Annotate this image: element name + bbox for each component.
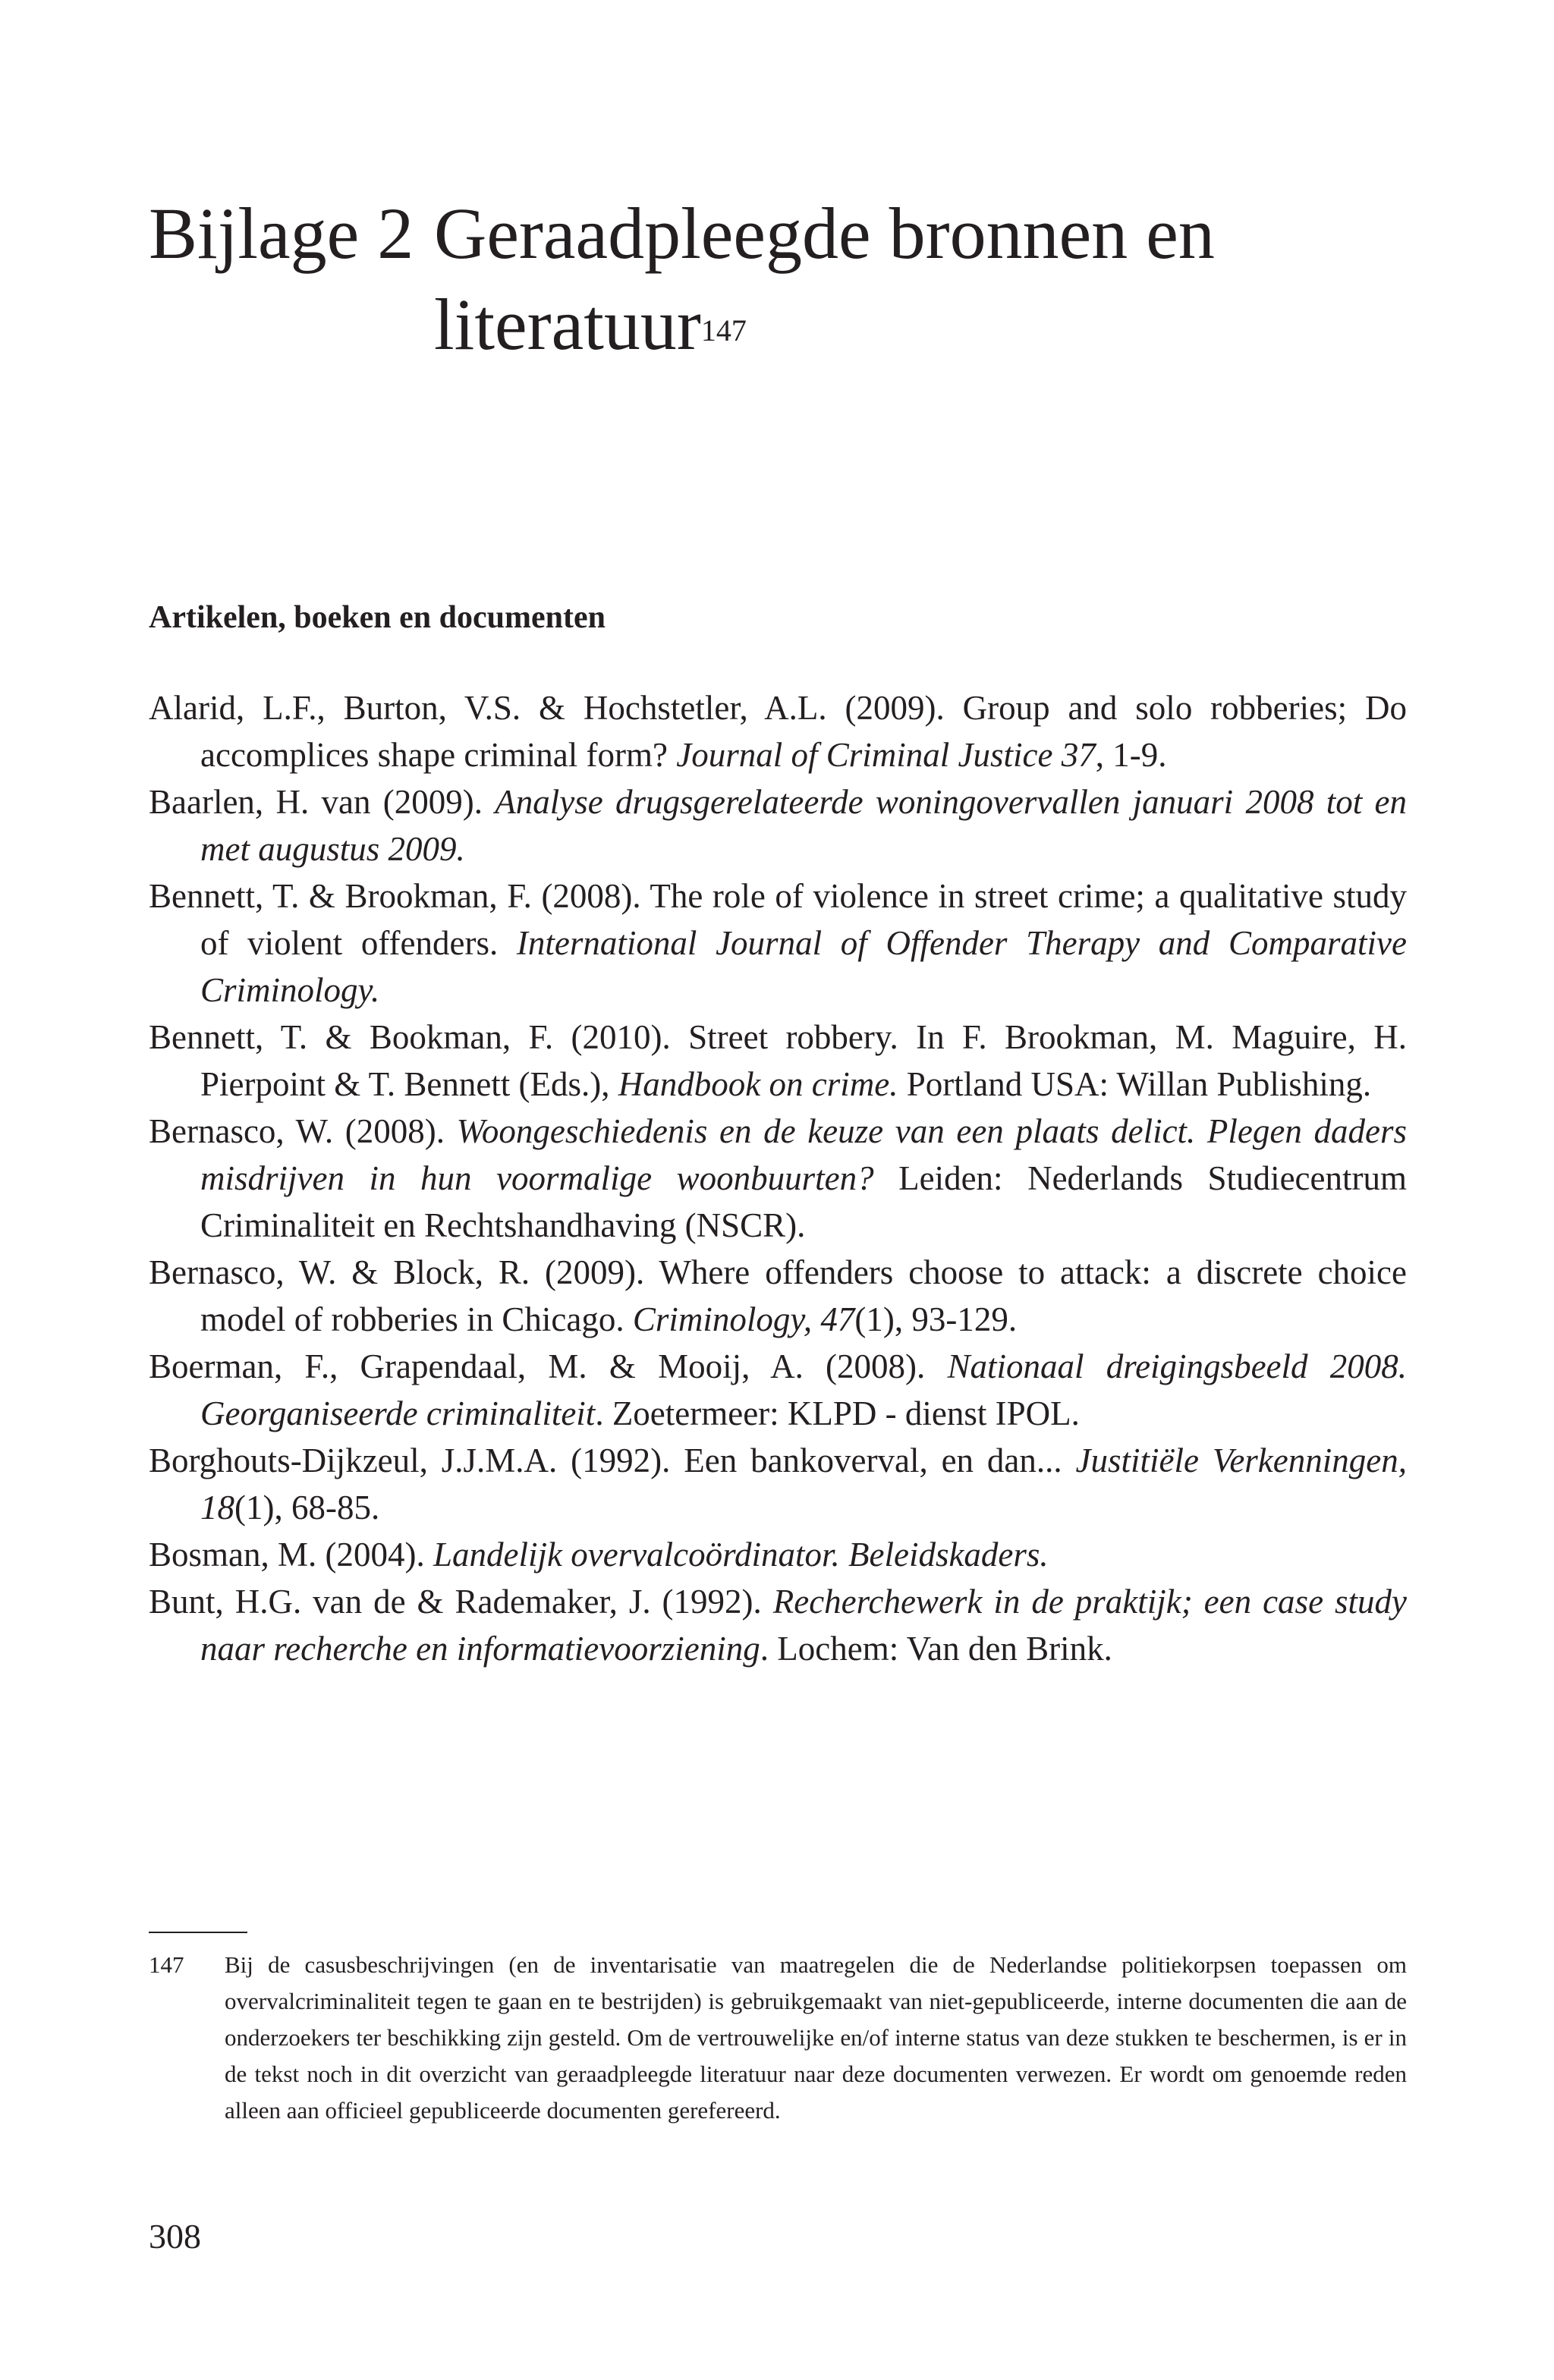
chapter-label: Bijlage 2 xyxy=(149,193,414,274)
reference-text: Bunt, H.G. van de & Rademaker, J. (1992). xyxy=(149,1583,773,1621)
reference-text: Portland USA: Willan Publishing. xyxy=(898,1065,1372,1103)
reference-title: Justitiële Verkenningen, 18 xyxy=(200,1442,1407,1526)
reference-text: Bernasco, W. (2008). xyxy=(149,1112,457,1150)
reference-title: Woongeschiedenis en de keuze van een plaats delict. Plegen daders misdrijven in hun voormalige woonbuurten? xyxy=(200,1112,1407,1197)
reference-text: Bennett, T. & Bookman, F. (2010). Street robbery. In F. Brookman, M. Maguire, H. Pierpoint & T. Bennett (Eds.), xyxy=(149,1018,1407,1103)
reference-entry xyxy=(149,1014,1407,1108)
reference-title: Criminology, 47 xyxy=(632,1300,855,1338)
section-heading: Artikelen, boeken en documenten xyxy=(149,600,606,635)
reference-text: Boerman, F., Grapendaal, M. & Mooij, A. (2008). xyxy=(149,1347,948,1385)
reference-text: Alarid, L.F., Burton, V.S. & Hochstetler, A.L. (2009). Group and solo robberies; Do accomplices shape criminal form? xyxy=(149,689,1407,774)
reference-list xyxy=(149,684,1407,1672)
reference-entry xyxy=(149,1249,1407,1343)
reference-text: Borghouts-Dijkzeul, J.J.M.A. (1992). Een bankoverval, en dan... xyxy=(149,1442,1076,1479)
reference-text: Baarlen, H. van (2009). xyxy=(149,783,495,821)
reference-entry xyxy=(149,872,1407,1014)
reference-title: Nationaal dreigingsbeeld 2008. Georganiseerde criminaliteit xyxy=(200,1347,1407,1432)
reference-text: (1), 68-85. xyxy=(234,1489,380,1526)
reference-text: Leiden: Nederlands Studiecentrum Criminaliteit en Rechtshandhaving (NSCR). xyxy=(200,1159,1407,1244)
reference-text: . Lochem: Van den Brink. xyxy=(760,1630,1112,1668)
reference-title: Handbook on crime. xyxy=(618,1065,898,1103)
reference-title: International Journal of Offender Therapy and Comparative Criminology. xyxy=(200,924,1407,1009)
reference-text: . Zoetermeer: KLPD - dienst IPOL. xyxy=(595,1394,1080,1432)
reference-text: Bernasco, W. & Block, R. (2009). Where offenders choose to attack: a discrete choice model of robberies in Chicago. xyxy=(149,1253,1407,1338)
reference-entry xyxy=(149,778,1407,872)
reference-entry xyxy=(149,684,1407,778)
footnote-reference: 147 xyxy=(700,313,747,347)
reference-entry xyxy=(149,1437,1407,1531)
reference-entry xyxy=(149,1108,1407,1249)
reference-title: Analyse drugsgerelateerde woningovervallen januari 2008 tot en met augustus 2009. xyxy=(200,783,1408,868)
chapter-title xyxy=(434,188,1383,370)
reference-entry xyxy=(149,1578,1407,1672)
reference-text: Bosman, M. (2004). xyxy=(149,1536,433,1574)
chapter-title-text: Geraadpleegde bronnen en literatuur xyxy=(434,193,1215,365)
reference-title: Journal of Criminal Justice 37 xyxy=(676,736,1096,774)
reference-text: Bennett, T. & Brookman, F. (2008). The role of violence in street crime; a qualitative study of violent offenders. xyxy=(149,877,1407,962)
reference-title: Landelijk overvalcoördinator. Beleidskaders. xyxy=(433,1536,1049,1574)
footnote-divider xyxy=(149,1932,247,1933)
reference-title: Recherchewerk in de praktijk; een case study naar recherche en informatievoorziening xyxy=(200,1583,1407,1668)
reference-text: (1), 93-129. xyxy=(854,1300,1018,1338)
page-number: 308 xyxy=(149,2217,201,2256)
reference-text: , 1-9. xyxy=(1095,736,1167,774)
footnote-number: 147 xyxy=(149,1951,184,1978)
reference-entry xyxy=(149,1531,1407,1578)
reference-entry xyxy=(149,1343,1407,1437)
footnote-text: Bij de casusbeschrijvingen (en de inventarisatie van maatregelen die de Nederlandse politiekorpsen toepassen om overvalcriminaliteit tegen te gaan en te bestrijden) is gebruikgemaakt van niet-gepubliceerde, interne documenten die aan de onderzoekers ter beschikking zijn gesteld. Om de vertrouwelijke en/of interne status van deze stukken te beschermen, is er in de tekst noch in dit overzicht van geraadpleegde literatuur naar deze documenten verwezen. Er wordt om genoemde reden alleen aan officieel gepubliceerde documenten gerefereerd. xyxy=(225,1951,1407,2124)
